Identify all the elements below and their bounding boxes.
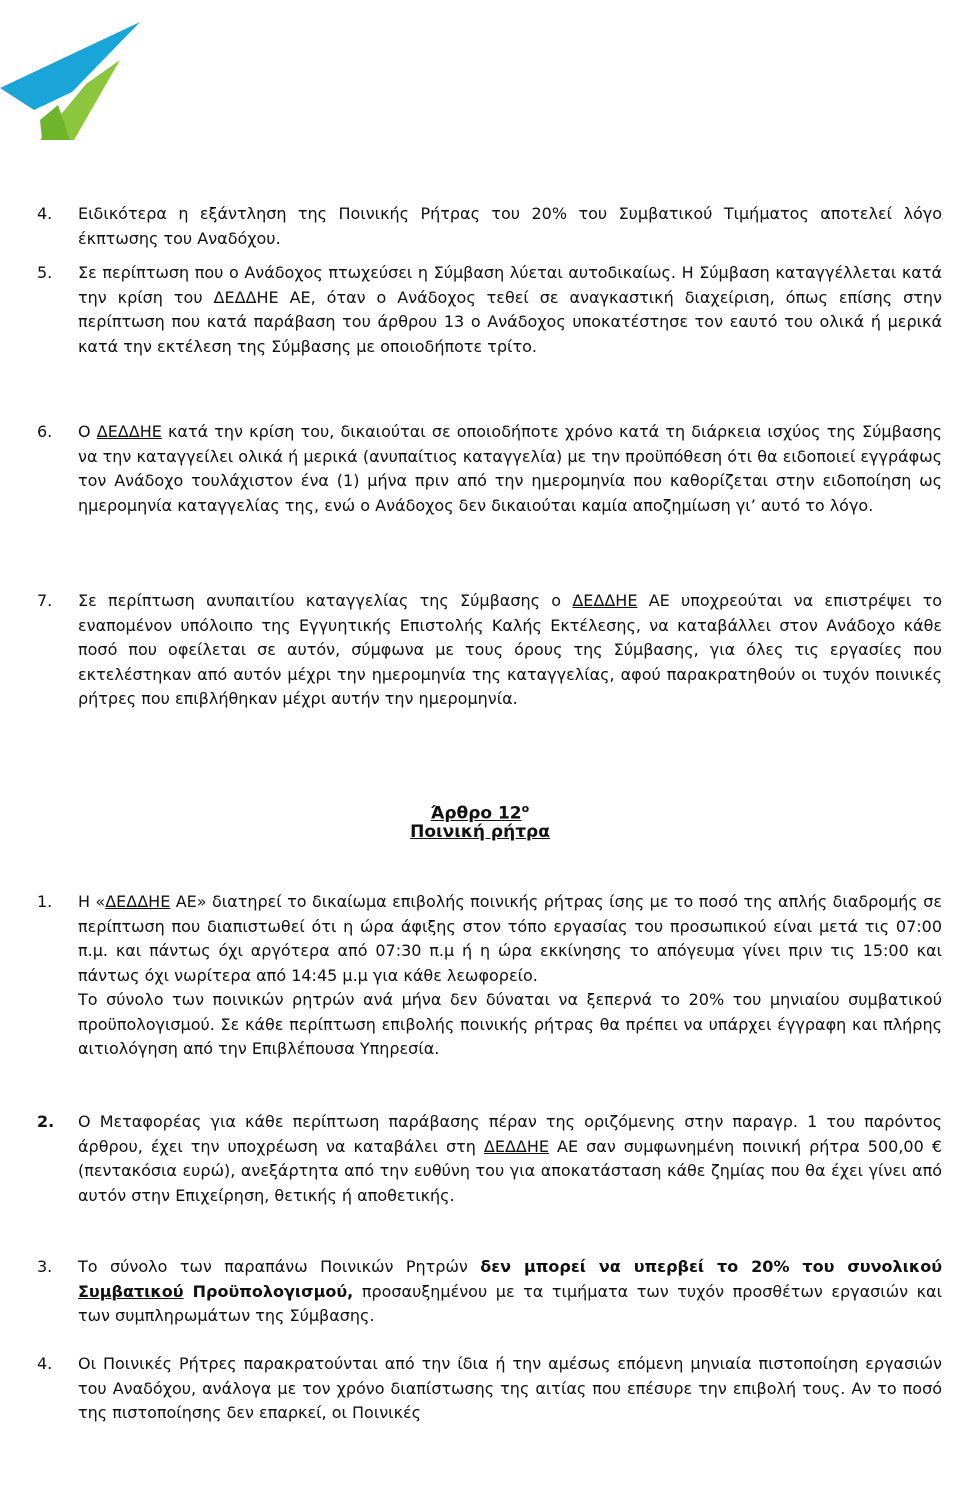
clause-text: Το σύνολο των παραπάνω Ποινικών Ρητρών δεν μπορεί να υπερβεί το 20% του συνολικού Συμβατικού Προϋπολογισμού, προσαυξημένου με τα τιμήματα των τυχόν προσθέτων εργασιών και των συμπληρωμάτων της Σύμβασης. bbox=[78, 1257, 943, 1325]
clause-item bbox=[37, 890, 942, 1062]
list-item bbox=[37, 202, 942, 251]
list-item bbox=[37, 589, 942, 712]
list-item bbox=[37, 261, 942, 359]
clause-number: 3. bbox=[37, 1257, 53, 1276]
clause-item bbox=[37, 1110, 942, 1208]
item-number: 5. bbox=[37, 263, 53, 282]
clause-item bbox=[37, 1352, 942, 1426]
item-number: 6. bbox=[37, 422, 53, 441]
item-number: 7. bbox=[37, 591, 53, 610]
clause-text: Η «ΔΕΔΔΗΕ ΑΕ» διατηρεί το δικαίωμα επιβολής ποινικής ρήτρας ίσης με το ποσό της απλής διαδρομής σε περίπτωση που διαπιστωθεί ότι η ώρα άφιξης στον τόπο εργασίας του προσωπικού είναι μετά τις 07:00 π.μ. και πάντως όχι αργότερα από 07:30 π.μ ή η ώρα εκκίνησης το απόγευμα γίνει πριν τις 15:00 και πάντως όχι νωρίτερα από 14:45 μ.μ για κάθε λεωφορείο. Το σύνολο των ποινικών ρητρών ανά μήνα δεν δύναται να ξεπερνά το 20% του μηνιαίου συμβατικού προϋπολογισμού. Σε κάθε περίπτωση επιβολής ποινικής ρήτρας θα πρέπει να υπάρχει έγγραφη και πλήρης αιτιολόγηση από την Επιβλέπουσα Υπηρεσία. bbox=[78, 890, 942, 1062]
clause-number: 4. bbox=[37, 1354, 53, 1373]
item-text: Σε περίπτωση που ο Ανάδοχος πτωχεύσει η Σύμβαση λύεται αυτοδικαίως. Η Σύμβαση καταγγέλλεται κατά την κρίση του ΔΕΔΔΗΕ ΑΕ, όταν ο Ανάδοχος τεθεί σε αναγκαστική διαχείριση, όπως επίσης στην περίπτωση που κατά παράβαση του άρθρου 13 ο Ανάδοχος υποκατέστησε τον εαυτό του ολικά ή μερικά κατά την εκτέλεση της Σύμβασης με οποιοδήποτε τρίτο. bbox=[78, 263, 942, 356]
item-text: Ο ΔΕΔΔΗΕ κατά την κρίση του, δικαιούται σε οποιοδήποτε χρόνο κατά τη διάρκεια ισχύος της Σύμβασης να την καταγγείλει ολικά ή μερικά (ανυπαίτιος καταγγελία) με την προϋπόθεση ότι θα ειδοποιεί εγγράφως τον Ανάδοχο τουλάχιστον ένα (1) μήνα πριν από την ημερομηνία που καθορίζεται στην ειδοποίηση ως ημερομηνία καταγγελίας της, ενώ ο Ανάδοχος δεν δικαιούται καμία αποζημίωση γι’ αυτό το λόγο. bbox=[78, 422, 942, 515]
clause-text: Οι Ποινικές Ρήτρες παρακρατούνται από την ίδια ή την αμέσως επόμενη μηνιαία πιστοποίηση εργασιών του Αναδόχου, ανάλογα με τον χρόνο διαπίστωσης της αιτίας που επέσυρε την επιβολή τους. Αν το ποσό της πιστοποίησης δεν επαρκεί, οι Ποινικές bbox=[78, 1354, 942, 1422]
company-logo bbox=[0, 0, 145, 140]
clause-extra-text: Το σύνολο των ποινικών ρητρών ανά μήνα δεν δύναται να ξεπερνά το 20% του μηνιαίου συμβατικού προϋπολογισμού. Σε κάθε περίπτωση επιβολής ποινικής ρήτρας θα πρέπει να υπάρχει έγγραφη και πλήρης αιτιολόγηση από την Επιβλέπουσα Υπηρεσία. bbox=[78, 990, 942, 1058]
item-text: Σε περίπτωση ανυπαιτίου καταγγελίας της Σύμβασης ο ΔΕΔΔΗΕ ΑΕ υποχρεούται να επιστρέψει το εναπομένον υπόλοιπο της Εγγυητικής Επιστολής Καλής Εκτέλεσης, να καταβάλλει στον Ανάδοχο κάθε ποσό που οφείλεται σε αυτόν, σύμφωνα με τους όρους της Σύμβασης, για όλες τις εργασίες που εκτελέστηκαν από αυτόν μέχρι την ημερομηνία της καταγγελίας, αφού παρακρατηθούν οι τυχόν ποινικές ρήτρες που επιβλήθηκαν μέχρι αυτήν την ημερομηνία. bbox=[78, 591, 943, 708]
clause-text: Ο Μεταφορέας για κάθε περίπτωση παράβασης πέραν της οριζόμενης στην παραγρ. 1 του παρόντος άρθρου, έχει την υποχρέωση να καταβάλει στη ΔΕΔΔΗΕ ΑΕ σαν συμφωνημένη ποινική ρήτρα 500,00 € (πεντακόσια ευρώ), ανεξάρτητα από την ευθύνη του για αποκατάσταση κάθε ζημίας που θα έχει γίνει από αυτόν στην Επιχείρηση, θετικής ή αποθετικής. bbox=[78, 1112, 942, 1205]
clause-number: 1. bbox=[37, 892, 53, 911]
logo-blue-shape bbox=[0, 22, 140, 110]
article-title: Άρθρο $12^o$ bbox=[430, 802, 530, 824]
list-item bbox=[37, 420, 942, 518]
item-text: Ειδικότερα η εξάντληση της Ποινικής Ρήτρας του 20% του Συμβατικού Τιμήματος αποτελεί λόγο έκπτωσης του Αναδόχου. bbox=[78, 204, 942, 248]
article-subtitle: Ποινική ρήτρα bbox=[410, 822, 550, 842]
clause-number: 2. bbox=[37, 1112, 55, 1131]
clause-item bbox=[37, 1255, 942, 1329]
item-number: 4. bbox=[37, 204, 53, 223]
